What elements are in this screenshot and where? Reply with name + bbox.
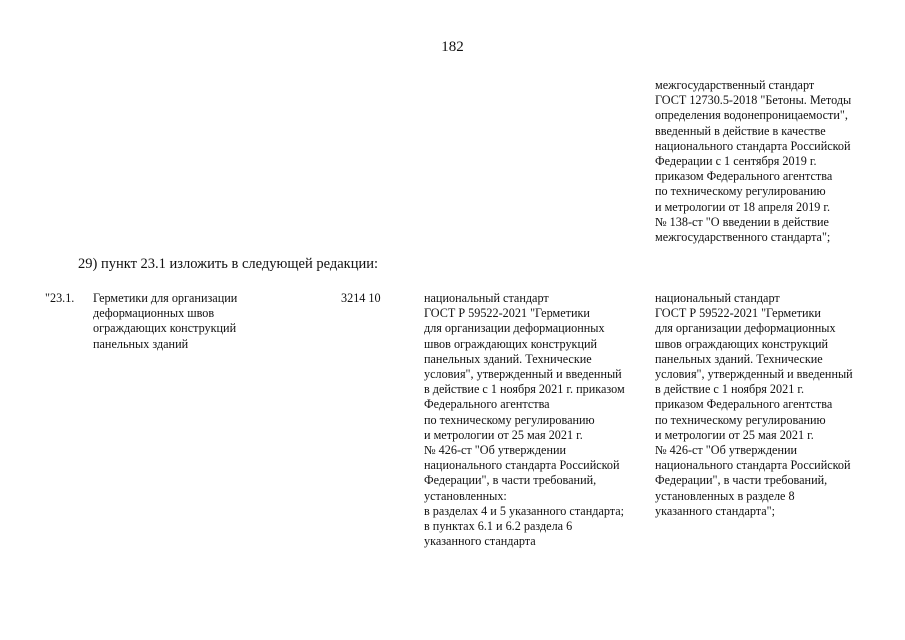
- tnved-code: 3214 10: [341, 291, 381, 305]
- row-number: "23.1.: [45, 291, 75, 305]
- product-name: Герметики для организации деформационных швов ограждающих конструкций панельных зданий: [93, 291, 238, 351]
- standard-requirements-text: национальный стандарт ГОСТ Р 59522-2021 "Герметики для организации деформационных швов ограждающих конструкций панельных зданий. Технические условия", утвержденный и введенный в действие с 1 ноября 2021 г. приказом Федерального агентства по техническому регулированию и метрологии от 25 мая 2021 г. № 426-ст "Об утверждении национального стандарта Российской Федерации", в части требований, установленных: в разделах 4 и 5 указанного стандарта; в пунктах 6.1 и 6.2 раздела 6 указанного стандарта: [424, 291, 625, 549]
- page-number: 182: [441, 39, 464, 55]
- standard-test-methods-text: национальный стандарт ГОСТ Р 59522-2021 "Герметики для организации деформационных швов ограждающих конструкций панельных зданий. Технические условия", утвержденный и введенный в действие с 1 ноября 2021 г. приказом Федерального агентства по техническому регулированию и метрологии от 25 мая 2021 г. № 426-ст "Об утверждении национального стандарта Российской Федерации", в части требований, установленных в разделе 8 указанного стандарта";: [655, 291, 853, 518]
- amendment-instruction: 29) пункт 23.1 изложить в следующей редакции:: [78, 256, 378, 272]
- previous-row-standard-text: межгосударственный стандарт ГОСТ 12730.5-2018 "Бетоны. Методы определения водонепроницаемости", введенный в действие в качестве национального стандарта Российской Федерации с 1 сентября 2019 г. приказом Федерального агентства по техническому регулированию и метрологии от 18 апреля 2019 г. № 138-ст "О введении в действие межгосударственного стандарта";: [655, 78, 852, 245]
